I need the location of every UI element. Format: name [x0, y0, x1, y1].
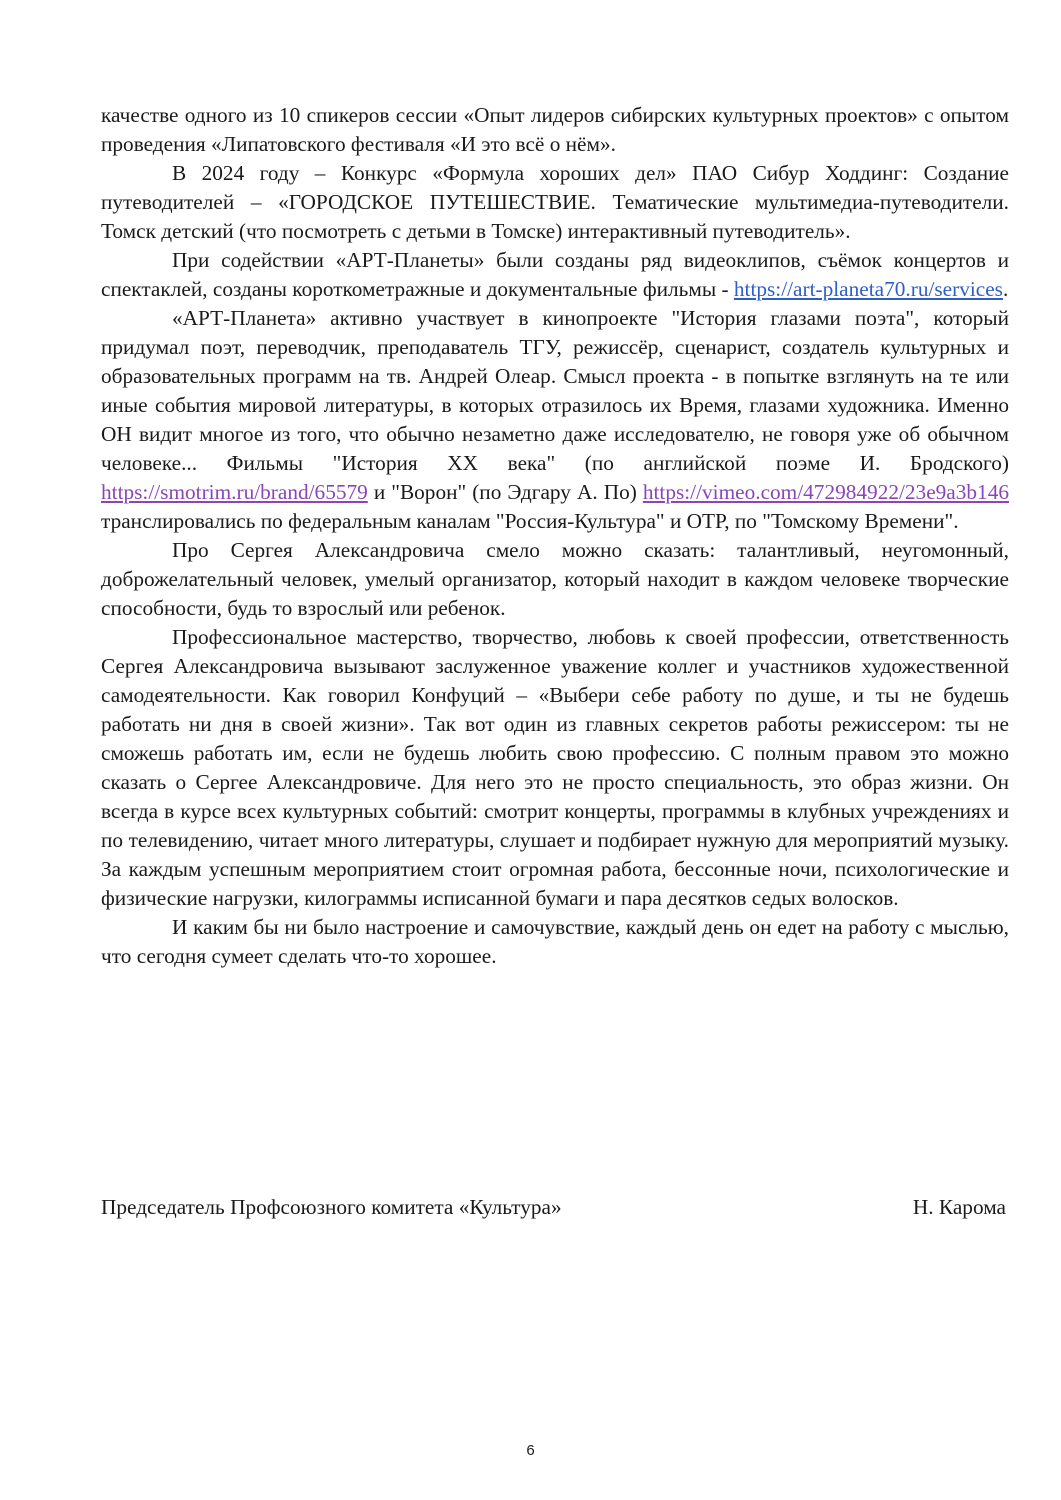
paragraph-2024-contest: В 2024 году – Конкурс «Формула хороших дел» ПАО Сибур Ходдинг: Создание путеводителей – «ГОРОДСКОЕ ПУТЕШЕСТВИЕ. Тематические мультимедиа-путеводители. Томск детский (что посмотреть с детьми в Томске) интерактивный путеводитель». — [101, 161, 1009, 243]
signatory-title: Председатель Профсоюзного комитета «Культура» — [101, 1195, 562, 1219]
paragraph-poet-project — [101, 304, 1009, 536]
page-number: 6 — [526, 1442, 535, 1459]
paragraph-text: «АРТ-Планета» активно участвует в кинопроекте "История глазами поэта", который придумал поэт, переводчик, преподаватель ТГУ, режиссёр, сценарист, создатель культурных и образовательных программ на тв. Андрей Олеар. Смысл проекта - в попытке взглянуть на те или иные события мировой литературы, в которых отразилось их Время, глазами художника. Именно ОН видит многое из того, что обычно незаметно даже исследователю, не говоря уже об обычном человеке... Фильмы "История XX века" (по английской поэме И. Бродского) — [101, 306, 1009, 475]
art-planeta-services-link[interactable]: https://art-planeta70.ru/services — [733, 277, 1003, 301]
paragraph-spikers: качестве одного из 10 спикеров сессии «Опыт лидеров сибирских культурных проектов» с опытом проведения «Липатовского фестиваля «И это всё о нём». — [101, 103, 1009, 156]
paragraph-about-sergey: Про Сергея Александровича смело можно сказать: талантливый, неугомонный, доброжелательный человек, умелый организатор, который находит в каждом человеке творческие способности, будь то взрослый или ребенок. — [101, 538, 1009, 620]
paragraph-mood: И каким бы ни было настроение и самочувствие, каждый день он едет на работу с мыслью, что сегодня сумеет сделать что-то хорошее. — [101, 915, 1009, 968]
paragraph-text: При содействии «АРТ-Планеты» были созданы ряд видеоклипов, съёмок концертов и спектаклей, созданы короткометражные и документальные фильмы - — [101, 248, 1009, 301]
signatory-name: Н. Карома — [912, 1195, 1006, 1219]
paragraph-professional-mastery: Профессиональное мастерство, творчество, любовь к своей профессии, ответственность Сергея Александровича вызывают заслуженное уважение коллег и участников художественной самодеятельности. Как говорил Конфуций – «Выбери себе работу по душе, и ты не будешь работать ни дня в своей жизни». Так вот один из главных секретов работы режиссером: ты не сможешь работать им, если не будешь любить свою профессию. С полным правом это можно сказать о Сергее Александровиче. Для него это не просто специальность, это образ жизни. Он всегда в курсе всех культурных событий: смотрит концерты, программы в клубных учреждениях и по телевидению, читает много литературы, слушает и подбирает нужную для мероприятий музыку. За каждым успешным мероприятием стоит огромная работа, бессонные ночи, психологические и физические нагрузки, килограммы исписанной бумаги и пара десятков седых волосков. — [101, 625, 1009, 910]
document-body — [101, 101, 1009, 971]
paragraph-text: . — [1002, 277, 1009, 301]
paragraph-art-planeta-videos — [101, 246, 1009, 304]
paragraph-text: и "Ворон" (по Эдгару А. По) — [367, 480, 643, 504]
vimeo-link[interactable]: https://vimeo.com/472984922/23e9a3b146 — [642, 480, 1009, 504]
signature-block — [101, 1193, 1006, 1222]
paragraph-text: транслировались по федеральным каналам "Россия-Культура" и ОТР, по "Томскому Времени". — [101, 509, 959, 533]
smotrim-link[interactable]: https://smotrim.ru/brand/65579 — [101, 480, 368, 504]
